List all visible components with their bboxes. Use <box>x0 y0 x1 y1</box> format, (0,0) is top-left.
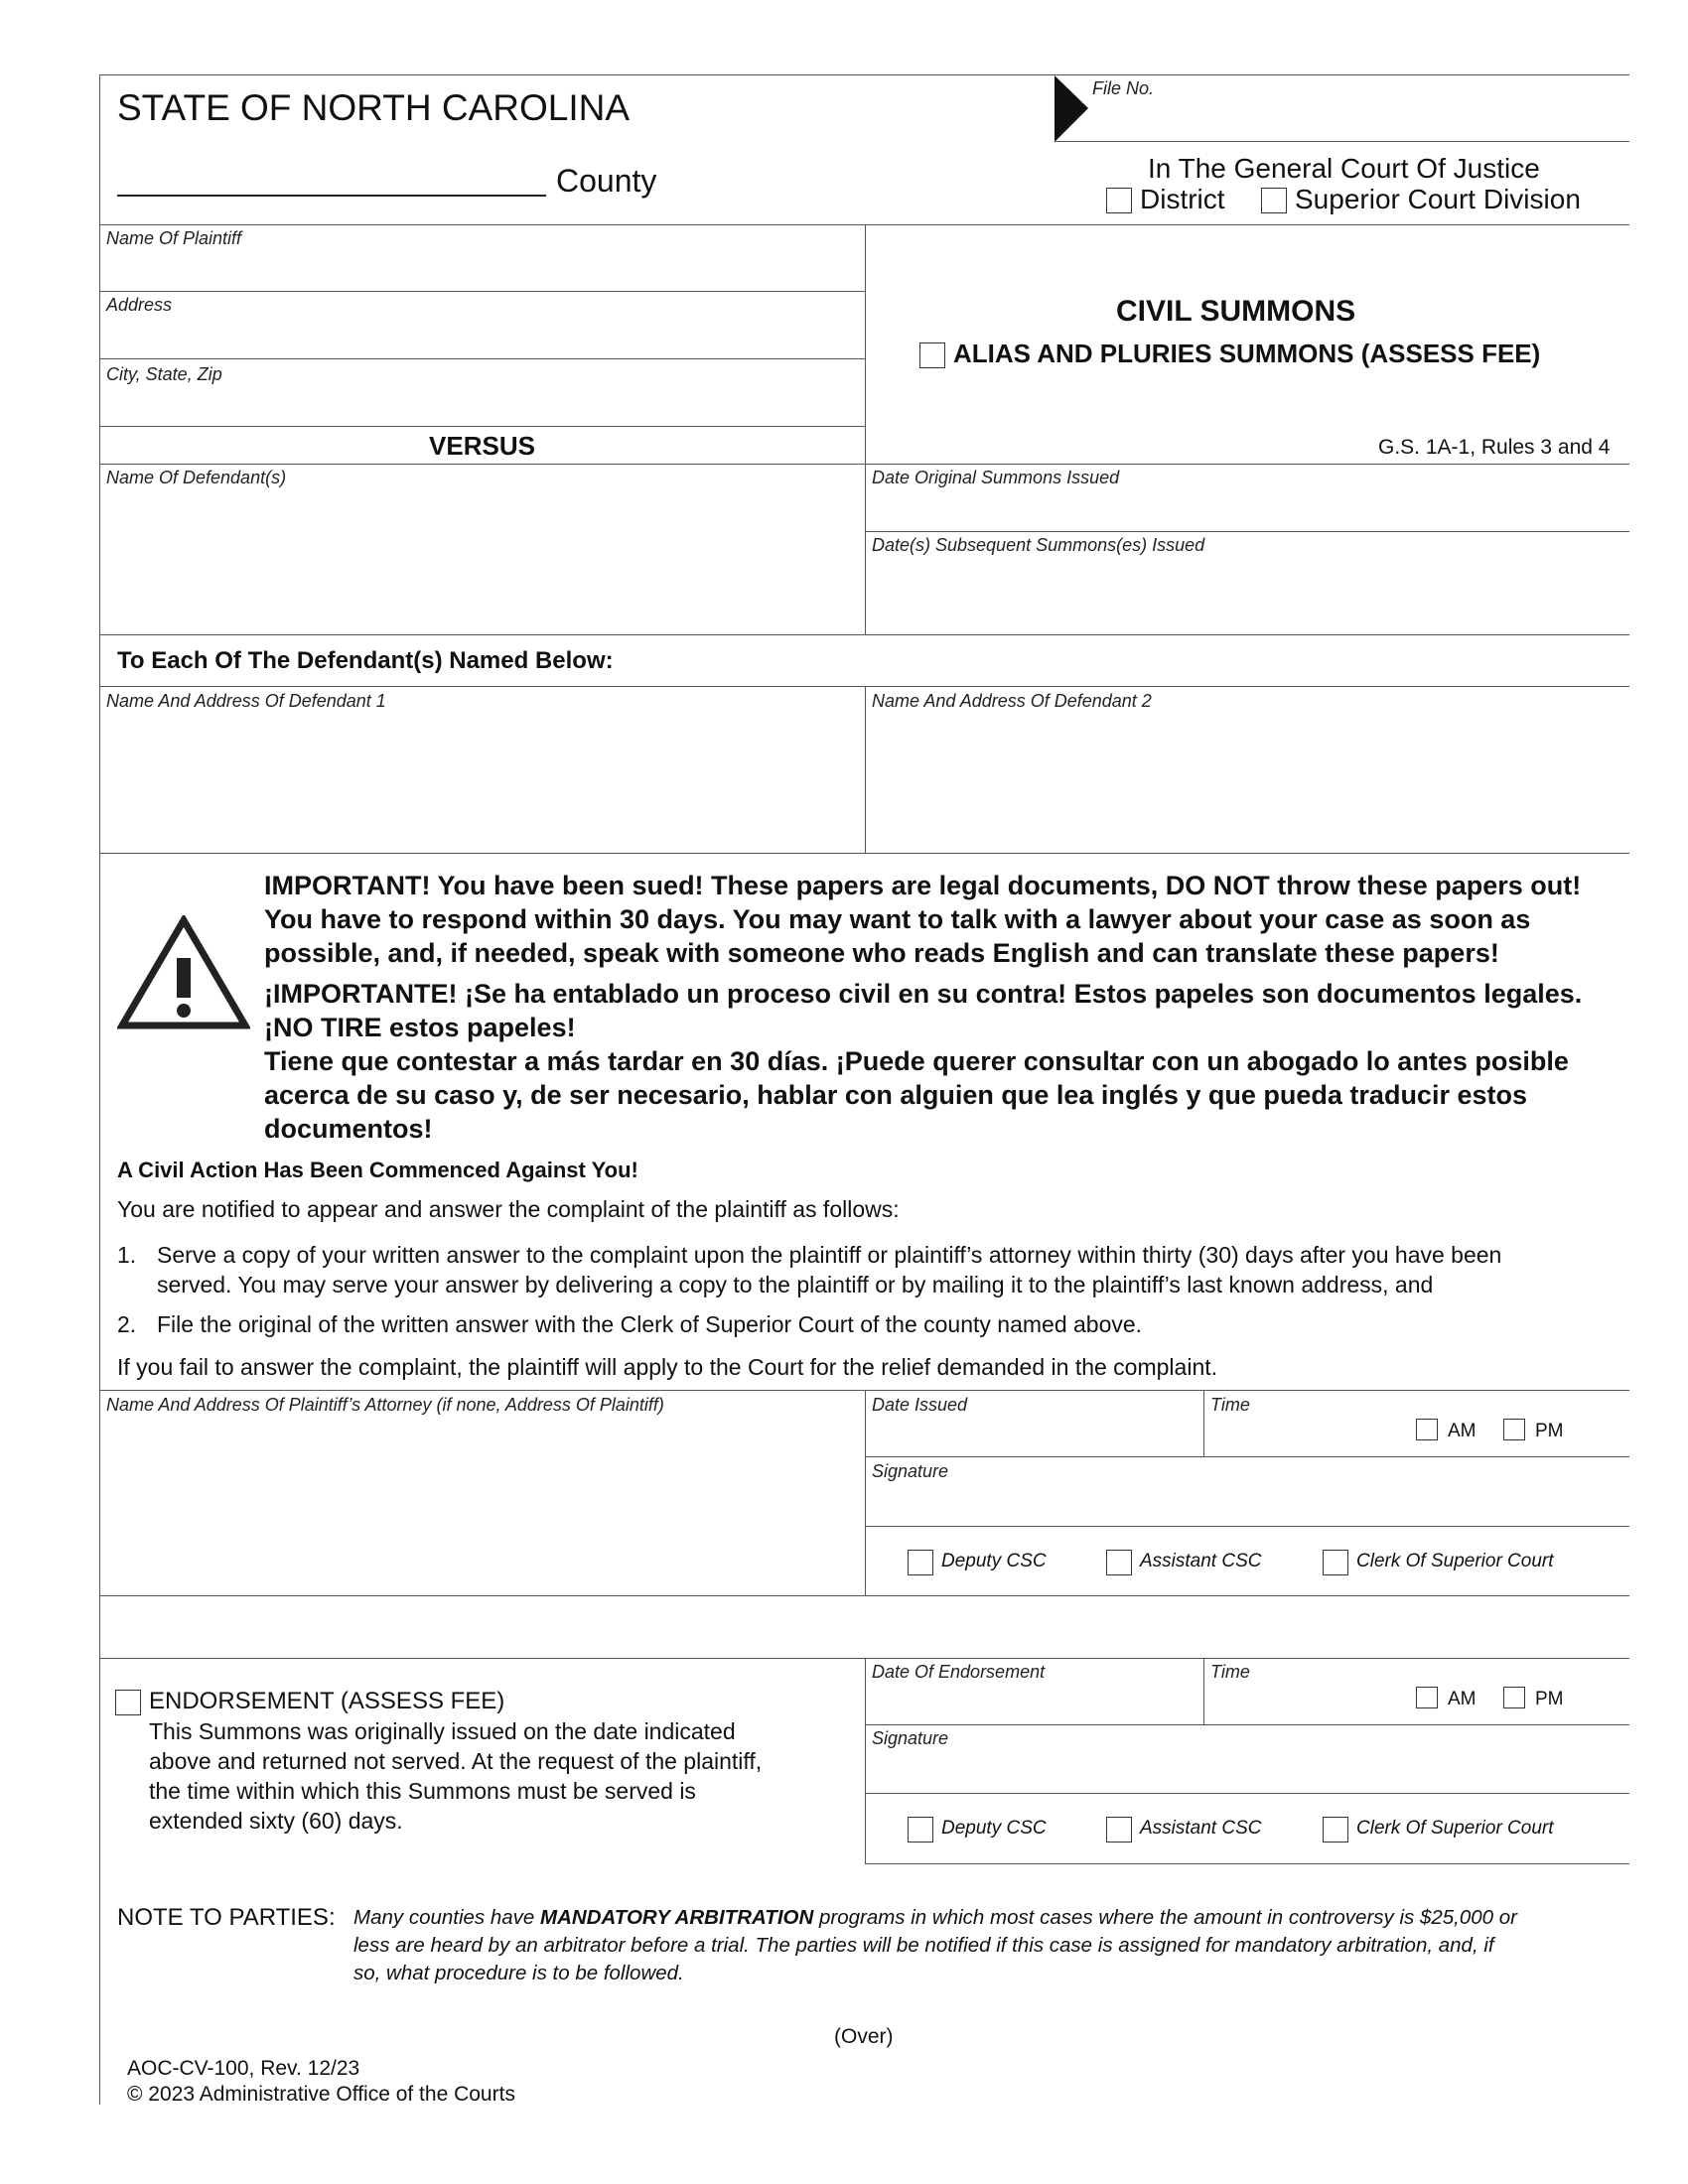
issue-assistant-label: Assistant CSC <box>1140 1551 1262 1571</box>
mid-divider-4 <box>865 1658 866 1863</box>
row-line <box>865 531 1629 532</box>
item1-number: 1. <box>117 1242 137 1268</box>
time-label: Time <box>1210 1395 1250 1415</box>
endorsement-assistant-checkbox[interactable] <box>1106 1817 1132 1843</box>
statute-label: G.S. 1A-1, Rules 3 and 4 <box>1378 436 1611 459</box>
time-divider <box>1203 1390 1204 1456</box>
defendants-bottom-line <box>99 634 1629 635</box>
superior-court-checkbox[interactable] <box>1261 188 1287 213</box>
warning-icon <box>117 915 250 1030</box>
mid-divider-3 <box>865 1390 866 1595</box>
issue-am-checkbox[interactable] <box>1416 1419 1438 1440</box>
endorsement-assistant-label: Assistant CSC <box>1140 1818 1262 1839</box>
note-label: NOTE TO PARTIES: <box>117 1904 336 1931</box>
over-label: (Over) <box>834 2025 894 2048</box>
endorsement-line1: This Summons was originally issued on the date indicated <box>149 1718 736 1744</box>
important-en-line2: You have to respond within 30 days. You may want to talk with a lawyer about your case as soon as <box>264 904 1531 934</box>
endorsement-checkbox[interactable] <box>115 1690 141 1715</box>
endorsement-deputy-label: Deputy CSC <box>941 1818 1047 1839</box>
important-en-line3: possible, and, if needed, speak with someone who reads English and can translate these papers! <box>264 938 1499 968</box>
note-line2: less are heard by an arbitrator before a trial. The parties will be notified if this case is assigned for mandatory arbitration, and, if <box>353 1934 1494 1957</box>
issue-pm-checkbox[interactable] <box>1503 1419 1525 1440</box>
file-no-line <box>1055 141 1629 142</box>
note-line3: so, what procedure is to be followed. <box>353 1962 684 1984</box>
defendants-label: Name Of Defendant(s) <box>106 468 287 487</box>
issue-deputy-label: Deputy CSC <box>941 1551 1047 1571</box>
district-label: District <box>1140 184 1225 214</box>
note-part1: Many counties have <box>353 1906 541 1929</box>
issue-deputy-checkbox[interactable] <box>908 1550 933 1575</box>
versus-row-bottom <box>99 464 1629 465</box>
item2-number: 2. <box>117 1311 137 1337</box>
date-original-label: Date Original Summons Issued <box>872 468 1120 487</box>
row-line <box>99 426 865 427</box>
endorsement-line2: above and returned not served. At the request of the plaintiff, <box>149 1748 763 1774</box>
endorsement-signature-label: Signature <box>872 1728 949 1748</box>
date-subsequent-label: Date(s) Subsequent Summons(es) Issued <box>872 535 1205 555</box>
row-line <box>865 1456 1629 1457</box>
district-checkbox[interactable] <box>1106 188 1132 213</box>
row-line <box>865 1793 1629 1794</box>
important-es-line3: Tiene que contestar a más tardar en 30 días. ¡Puede querer consultar con un abogado lo antes posible <box>264 1046 1569 1076</box>
file-no-arrow-icon <box>1055 75 1088 142</box>
fail-to-answer: If you fail to answer the complaint, the plaintiff will apply to the Court for the relief demanded in the complaint. <box>117 1354 1218 1380</box>
note-bold: MANDATORY ARBITRATION <box>540 1906 814 1929</box>
mid-divider-1 <box>865 224 866 634</box>
issue-assistant-checkbox[interactable] <box>1106 1550 1132 1575</box>
court-title: In The General Court Of Justice <box>1148 153 1540 184</box>
row-line <box>99 853 1629 854</box>
important-es-line5: documentos! <box>264 1114 433 1144</box>
row-line <box>99 1595 1629 1596</box>
alias-label: ALIAS AND PLURIES SUMMONS (ASSESS FEE) <box>953 339 1541 368</box>
file-no-label: File No. <box>1092 78 1155 98</box>
item1-line1: Serve a copy of your written answer to the complaint upon the plaintiff or plaintiff’s attorney within thirty (30) days after you have been <box>157 1242 1502 1268</box>
endorsement-line4: extended sixty (60) days. <box>149 1808 403 1834</box>
row-line <box>99 291 865 292</box>
row-line <box>865 1526 1629 1527</box>
time-divider <box>1203 1658 1204 1724</box>
endorsement-am-label: AM <box>1448 1689 1477 1709</box>
issue-signature-label: Signature <box>872 1461 949 1481</box>
note-line1 <box>353 1906 1517 1930</box>
mid-divider-2 <box>865 686 866 853</box>
important-es-line4: acerca de su caso y, de ser necesario, hablar con alguien que lea inglés y que pueda traducir estos <box>264 1080 1527 1110</box>
issue-clerk-checkbox[interactable] <box>1323 1550 1348 1575</box>
endorsement-clerk-label: Clerk Of Superior Court <box>1356 1818 1554 1839</box>
note-part2: programs in which most cases where the amount in controversy is $25,000 or <box>813 1906 1517 1929</box>
address-label: Address <box>106 295 173 315</box>
alias-checkbox[interactable] <box>919 342 945 368</box>
endorsement-time-label: Time <box>1210 1662 1250 1682</box>
civil-summons-title: CIVIL SUMMONS <box>1116 295 1356 328</box>
item2-text: File the original of the written answer with the Clerk of Superior Court of the county named above. <box>157 1311 1143 1337</box>
notice-intro: You are notified to appear and answer the complaint of the plaintiff as follows: <box>117 1196 900 1222</box>
defendant-1-label: Name And Address Of Defendant 1 <box>106 691 386 711</box>
endorsement-pm-label: PM <box>1535 1689 1564 1709</box>
endorsement-deputy-checkbox[interactable] <box>908 1817 933 1843</box>
civil-action-heading: A Civil Action Has Been Commenced Against You! <box>117 1158 638 1182</box>
county-label: County <box>556 163 657 199</box>
endorsement-clerk-checkbox[interactable] <box>1323 1817 1348 1843</box>
defendant-2-label: Name And Address Of Defendant 2 <box>872 691 1152 711</box>
defendants-heading: To Each Of The Defendant(s) Named Below: <box>117 647 614 674</box>
county-blank-line <box>117 195 546 197</box>
important-es-line2: ¡NO TIRE estos papeles! <box>264 1013 576 1042</box>
state-title: STATE OF NORTH CAROLINA <box>117 87 630 128</box>
important-es-line1: ¡IMPORTANTE! ¡Se ha entablado un proceso civil en su contra! Estos papeles son documentos legales. <box>264 979 1583 1009</box>
issue-am-label: AM <box>1448 1421 1477 1441</box>
row-line <box>865 1724 1629 1725</box>
form-number: AOC-CV-100, Rev. 12/23 <box>127 2057 360 2080</box>
endorsement-am-checkbox[interactable] <box>1416 1687 1438 1708</box>
row-line <box>99 358 865 359</box>
row-line <box>865 1863 1629 1864</box>
plaintiff-label: Name Of Plaintiff <box>106 228 242 248</box>
item1-line2: served. You may serve your answer by delivering a copy to the plaintiff or by mailing it to the plaintiff’s last known address, and <box>157 1272 1434 1297</box>
endorsement-title: ENDORSEMENT (ASSESS FEE) <box>149 1688 505 1714</box>
issue-pm-label: PM <box>1535 1421 1564 1441</box>
superior-court-label: Superior Court Division <box>1295 184 1581 214</box>
endorsement-pm-checkbox[interactable] <box>1503 1687 1525 1708</box>
versus-label: VERSUS <box>429 431 535 461</box>
endorsement-date-label: Date Of Endorsement <box>872 1662 1046 1682</box>
left-border <box>99 74 100 2105</box>
endorsement-line3: the time within which this Summons must be served is <box>149 1778 696 1804</box>
date-issued-label: Date Issued <box>872 1395 968 1415</box>
copyright: © 2023 Administrative Office of the Courts <box>127 2083 515 2106</box>
attorney-label: Name And Address Of Plaintiff’s Attorney (if none, Address Of Plaintiff) <box>106 1395 664 1415</box>
important-en-line1: IMPORTANT! You have been sued! These papers are legal documents, DO NOT throw these papers out! <box>264 871 1582 900</box>
city-state-zip-label: City, State, Zip <box>106 364 222 384</box>
top-border <box>99 74 1629 75</box>
issue-clerk-label: Clerk Of Superior Court <box>1356 1551 1554 1571</box>
